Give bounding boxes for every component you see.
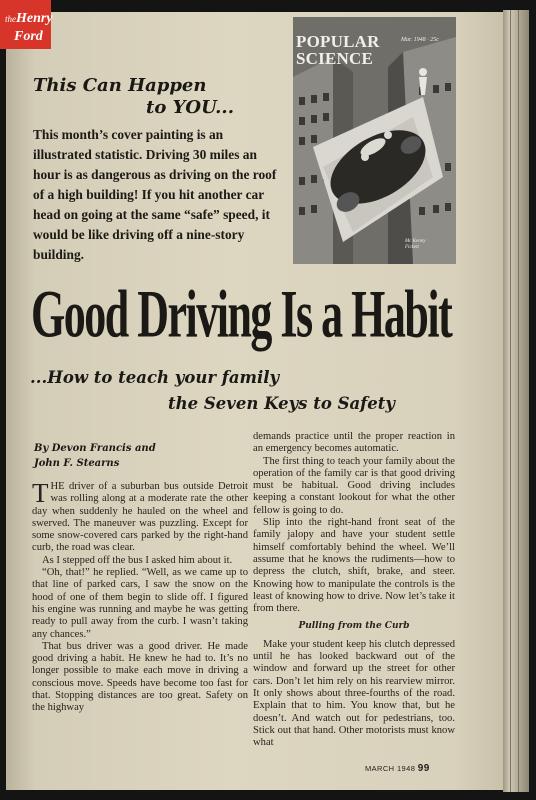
cover-date: Mar. 1948 · 25c [401, 37, 439, 43]
page-footer [365, 763, 430, 774]
byline-line1: By Devon Francis and [34, 443, 156, 454]
cover-masthead [296, 33, 380, 67]
page-number: 99 [417, 763, 430, 774]
logo-text-ford: Ford [14, 29, 43, 44]
paragraph-text: HE driver of a suburban bus outside Detroit was rolling along at a moderate rate the other day when suddenly he hauled on the wheel and swerved. The maneuver was puzzling. Except for some snow-covered cars parked by the right-hand curb, the road was clear. [32, 481, 248, 554]
byline-line2: John F. Stearns [34, 458, 120, 469]
intro-heading-line1: This Can Happen [33, 75, 207, 96]
paragraph [32, 478, 248, 555]
spine-edge-line [518, 10, 519, 792]
intro-paragraph: This month’s cover painting is an illustrated statistic. Driving 30 miles an hour is as dangerous as driving on the roof of a high building! If you hit another car head on going at the same “safe” speed, it would be like driving off a nine-story building. [33, 127, 277, 262]
paragraph: “Oh, that!” he replied. “Well, as we came up to that line of parked cars, I saw the snow on the hood of one of them begin to slide off. I figured his engine was running and maybe he was getting ready to pull away from the curb. I wasn’t taking any chances.” [32, 567, 248, 640]
drop-cap: T [32, 478, 49, 508]
article-subtitle-line2: the Seven Keys to Safety [168, 394, 395, 413]
intro-heading-line2: to YOU... [146, 97, 234, 118]
spine-edge-line [510, 10, 511, 792]
book-spine [503, 10, 529, 792]
cover-signature-line2: Fickett [405, 245, 419, 250]
paragraph: That bus driver was a good driver. He made good driving a habit. He knew he had to. It’s no longer possible to make each move in driving a conscious move. Speeds have become too fast for that. Stopping distances are too great. Safety on the highway [32, 640, 248, 714]
henry-ford-logo [0, 0, 51, 49]
paragraph: demands practice until the proper reaction in an emergency becomes automatic. [253, 431, 455, 455]
paragraph: Slip into the right-hand front seat of the family jalopy and have your student settle himself comfortably behind the wheel. We’ll assume that he knows the rudiments—how to depress the clutch, shift, brake, and steer. Knowing how to manipulate the controls is the least of knowing how to drive. Now let’s take it from there. [253, 517, 455, 615]
logo-text-the: the [5, 14, 16, 24]
article-byline [34, 441, 234, 471]
paragraph: Make your student keep his clutch depressed until he has looked backward out of the window and forward up the street for other cars. Don’t let him rely on his rearview mirror. It only shows about three-fourths of the road. Explain that to him. You know that, but he doesn’t. And watch out for pedestrians, too. Stick out that hand. Other motorists must know what [253, 638, 455, 749]
cover-title-line1: POPULAR [296, 32, 380, 51]
footer-issue-date: MARCH 1948 [365, 764, 416, 773]
article-subtitle-line1: ...How to teach your family [30, 368, 280, 387]
cover-title-line2: SCIENCE [296, 49, 373, 68]
article-title: Good Driving Is a Habit [31, 276, 452, 353]
logo-text-henry: Henry [16, 11, 53, 26]
section-heading: Pulling from the Curb [298, 621, 410, 632]
paragraph: As I stepped off the bus I asked him about it. [42, 554, 233, 566]
cover-artist-signature [405, 239, 425, 251]
cover-painting [293, 17, 456, 264]
article-column-2 [253, 431, 455, 749]
cover-signature-line1: Mc Kenny [405, 239, 426, 244]
article-column-1 [32, 478, 248, 715]
paragraph: The first thing to teach your family about the operation of the family car is that good driving must be habitual. Good driving includes keeping a constant lookout for what the other fellow is going to do. [253, 455, 455, 516]
